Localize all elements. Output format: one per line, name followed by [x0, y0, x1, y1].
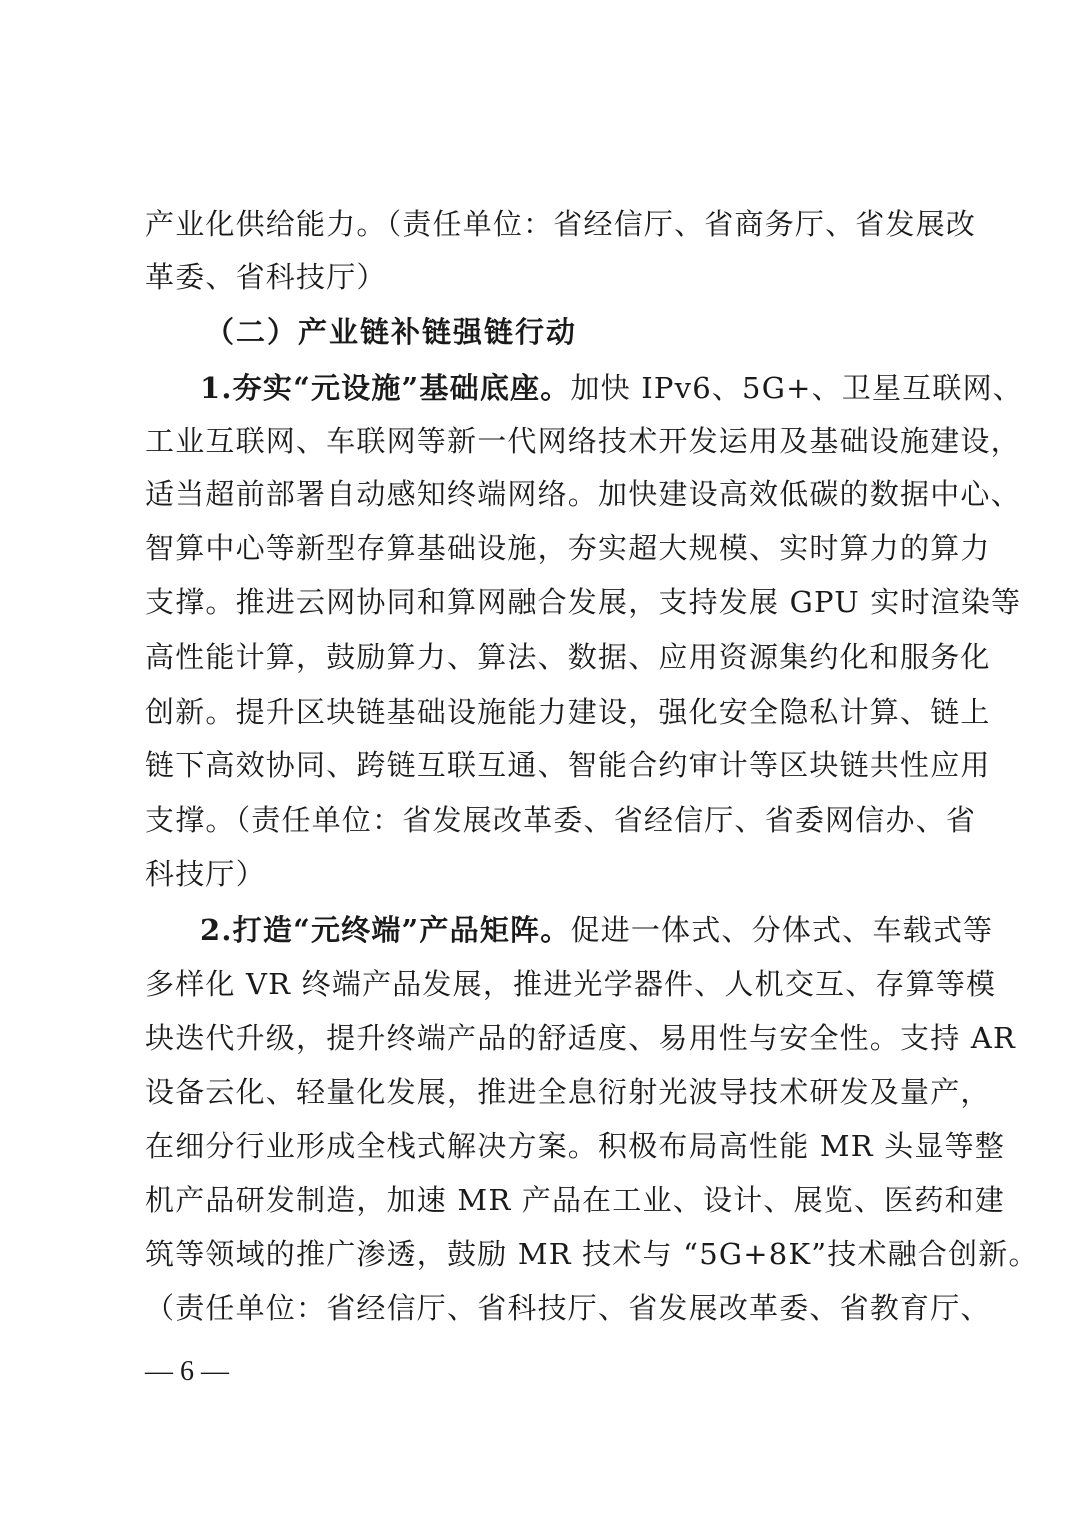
paragraph-text: 促进一体式、分体式、车载式等 [570, 913, 994, 947]
text-line: 链下高效协同、跨链互联互通、智能合约审计等区块链共性应用 [145, 748, 991, 782]
text-line: 设备云化、轻量化发展，推进全息衍射光波导技术研发及量产， [145, 1075, 991, 1109]
paragraph-text: 加快 IPv6、5G+、卫星互联网、 [570, 371, 1023, 405]
text-line: 工业互联网、车联网等新一代网络技术开发运用及基础设施建设， [145, 424, 1021, 458]
section-heading: （二）产业链补链强链行动 [205, 315, 578, 349]
paragraph-first-line [200, 910, 994, 950]
text-line: 块迭代升级，提升终端产品的舒适度、易用性与安全性。支持 AR [145, 1021, 1016, 1055]
text-line: 产业化供给能力。（责任单位：省经信厅、省商务厅、省发展改 [145, 207, 977, 241]
text-line: 革委、省科技厅） [145, 260, 387, 294]
text-line: 智算中心等新型存算基础设施，夯实超大规模、实时算力的算力 [145, 531, 991, 565]
text-line: （责任单位：省经信厅、省科技厅、省发展改革委、省教育厅、 [145, 1291, 991, 1325]
paragraph-lead: 1.夯实“元设施”基础底座。 [200, 371, 571, 405]
paragraph-first-line [200, 368, 1023, 408]
text-line: 支撑。（责任单位：省发展改革委、省经信厅、省委网信办、省 [145, 803, 977, 837]
text-line: 适当超前部署自动感知终端网络。加快建设高效低碳的数据中心、 [145, 477, 1021, 511]
text-line: 筑等领域的推广渗透，鼓励 MR 技术与 “5G+8K”技术融合创新。 [145, 1237, 1039, 1271]
page-number: — 6 — [145, 1356, 229, 1387]
text-line: 多样化 VR 终端产品发展，推进光学器件、人机交互、存算等模 [145, 967, 997, 1001]
paragraph-lead: 2.打造“元终端”产品矩阵。 [200, 913, 571, 947]
text-line: 高性能计算，鼓励算力、算法、数据、应用资源集约化和服务化 [145, 640, 991, 674]
text-line: 创新。提升区块链基础设施能力建设，强化安全隐私计算、链上 [145, 695, 991, 729]
text-line: 支撑。推进云网协同和算网融合发展，支持发展 GPU 实时渲染等 [145, 585, 1022, 619]
text-line: 机产品研发制造，加速 MR 产品在工业、设计、展览、医药和建 [145, 1183, 1005, 1217]
text-line: 在细分行业形成全栈式解决方案。积极布局高性能 MR 头显等整 [145, 1129, 1005, 1163]
text-line: 科技厅） [145, 857, 266, 891]
